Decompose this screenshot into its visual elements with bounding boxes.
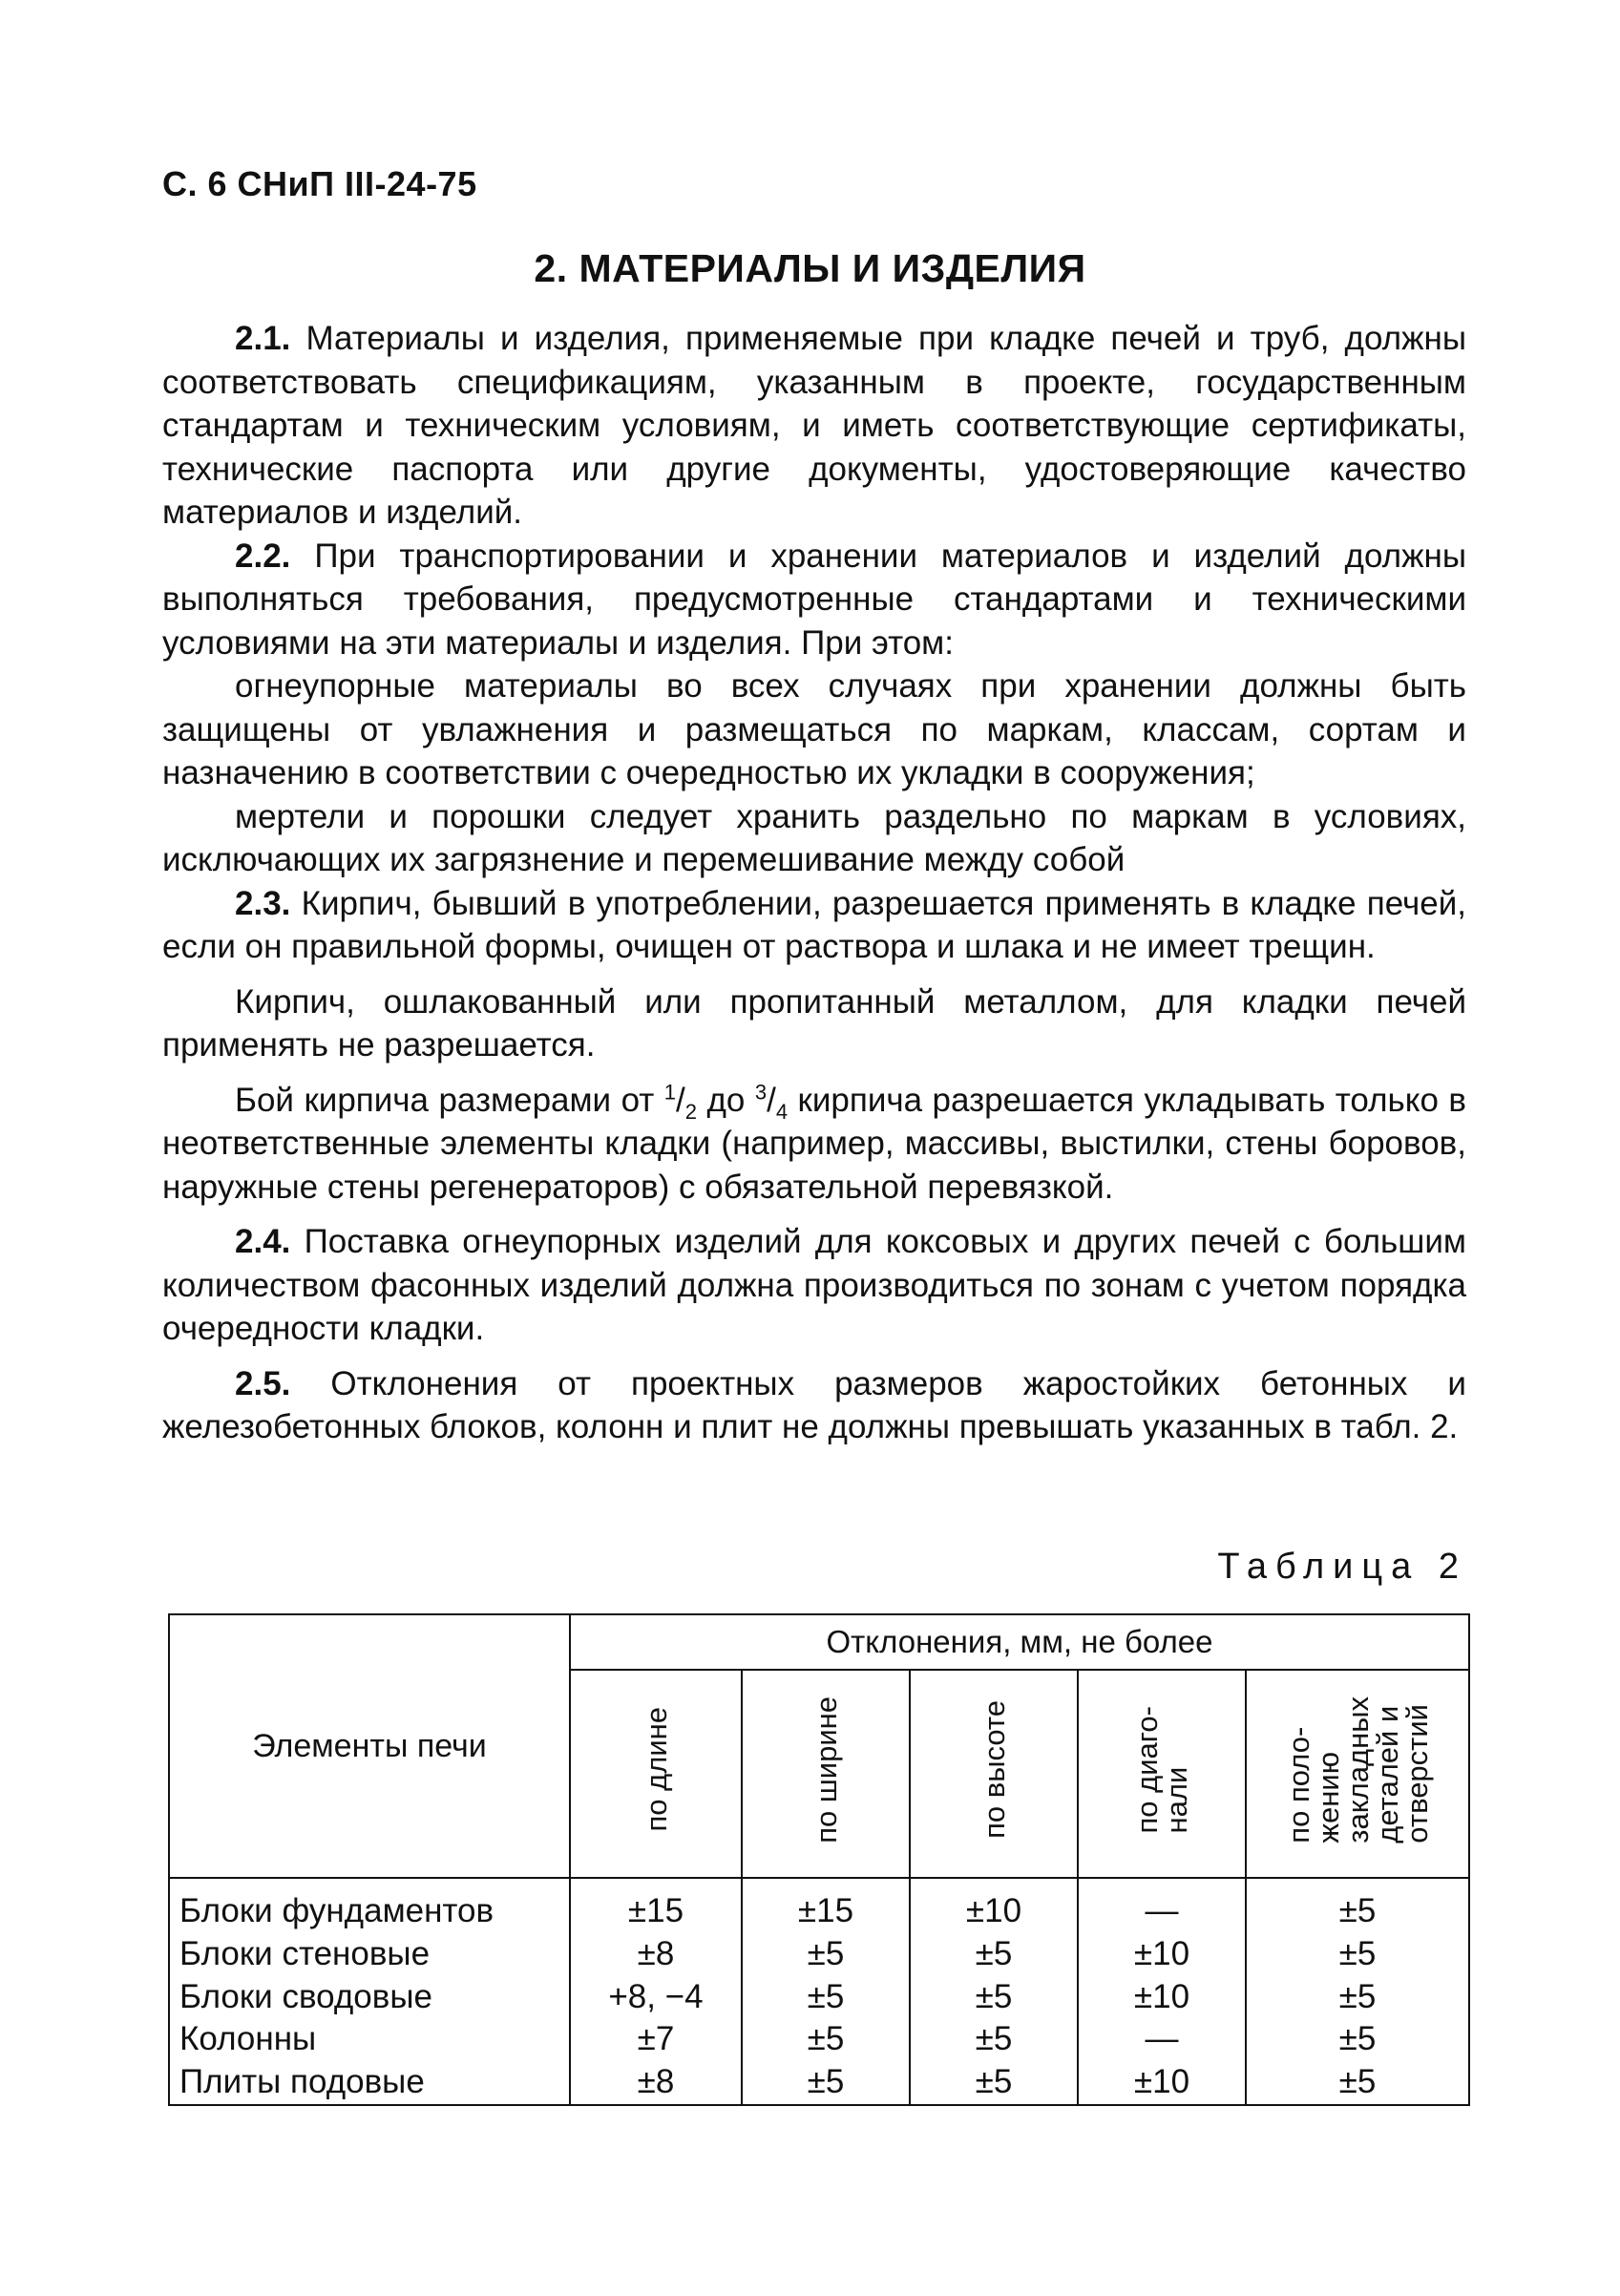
paragraph-number: 2.2. [235,537,291,575]
table-row-name: Блоки стеновые [179,1934,431,1972]
paragraph-text: Кирпич, бывший в употреблении, разрешается применять в кладке печей, если он правильной формы, очищен от раствора и шлака и не имеет трещин. [162,884,1466,965]
fraction-denominator: 2 [684,1099,698,1124]
width-values-cell [742,1878,910,2105]
paragraph-2-4 [162,1220,1466,1351]
table-cell: ±5 [975,2063,1013,2101]
paragraph-2-3-a: Кирпич, ошлакованный или пропитанный металлом, для кладки печей применять не разрешается. [162,982,1466,1064]
paragraph-2-3 [162,882,1466,969]
height-values-cell [910,1878,1078,2105]
subheader-label: по ширине [809,1696,843,1843]
fraction-denominator: 4 [775,1099,789,1124]
table-cell: ±5 [1338,2020,1377,2058]
table-cell: — [1145,2020,1179,2058]
paragraph-2-2 [162,535,1466,665]
table-cell: ±10 [1133,1934,1190,1972]
subheader-diagonal [1078,1670,1246,1878]
table-cell: ±5 [807,1934,845,1972]
paragraph-text: Бой кирпича размерами от [235,1081,664,1119]
table-cell: ±15 [627,1892,684,1929]
paragraph-2-5 [162,1362,1466,1449]
table-cell: ±5 [975,1934,1013,1972]
table-cell: ±5 [1338,1977,1377,2015]
table-cell: ±5 [807,1977,845,2015]
table-row-name: Блоки сводовые [179,1977,432,2015]
subheader-label: по поло- жению закладных деталей и отверстий [1281,1696,1434,1843]
table-cell: +8, −4 [608,1977,704,2015]
table-body [169,1878,1469,2105]
table-row-name: Блоки фундаментов [179,1892,494,1929]
paragraph-2-1 [162,317,1466,535]
table-cell: — [1145,1892,1179,1929]
table-row-name: Плиты подовые [179,2063,425,2101]
subheader-label: по длине [639,1707,673,1832]
page-header: С. 6 СНиП III-24-75 [162,164,477,203]
paragraph-text: При транспортировании и хранении материалов и изделий должны выполняться требования, предусмотренные стандартами и техническими условиями на эти материалы и изделия. При этом: [162,537,1466,662]
paragraph-number: 2.3. [235,884,291,922]
subheader-position [1246,1670,1469,1878]
paragraph-2-3-b: Бой кирпича размерами от $^1/_2$ до $^3/_4$ кирпича разрешается укладывать только в неответственные элементы кладки (например, массивы, выстилки, стены боровов, наружные стены регенераторов) с обязательной перевязкой. [162,1079,1466,1206]
length-values-cell [570,1878,742,2105]
table-cell: ±8 [637,2063,675,2101]
paragraph-number: 2.1. [235,320,291,357]
table-cell: ±5 [807,2020,845,2058]
subheader-length [570,1670,742,1878]
body-text [162,317,1466,1449]
table-row-name: Колонны [179,2020,317,2058]
table-cell: ±5 [975,2020,1013,2058]
subheader-label: по высоте [977,1700,1011,1839]
table-cell: ±10 [1133,2063,1190,2101]
table-cell: ±15 [797,1892,854,1929]
table-cell: ±5 [1338,2063,1377,2101]
table-cell: ±5 [807,2063,845,2101]
table-cell: ±10 [965,1892,1022,1929]
table [168,1613,1470,2106]
fraction-numerator: 3 [754,1079,768,1104]
fraction-numerator: 1 [663,1079,677,1104]
paragraph-text: кирпича разрешается укладывать только в неответственные элементы кладки (например, массивы, выстилки, стены боровов, наружные стены регенераторов) с обязательной перевязкой. [162,1081,1466,1206]
table-label: Таблица 2 [1217,1547,1467,1587]
element-names-cell [169,1878,570,2105]
deviations-table [168,1613,1468,2105]
paragraph-2-2-a: огнеупорные материалы во всех случаях при хранении должны быть защищены от увлажнения и размещаться по маркам, классам, сортам и назначению в соответствии с очередностью их укладки в сооружения; [162,667,1466,791]
subheader-label: по диаго- нали [1130,1705,1193,1834]
subheader-height [910,1670,1078,1878]
table-cell: ±8 [637,1934,675,1972]
paragraph-number: 2.5. [235,1364,291,1402]
paragraph-text: Материалы и изделия, применяемые при кладке печей и труб, должны соответствовать спецификациям, указанным в проекте, государственным стандартам и техническим условиям, и иметь соответствующие сертификаты, технические паспорта или другие документы, удостоверяющие качество материалов и изделий. [162,320,1466,531]
table-cell: ±7 [637,2020,675,2058]
table-cell: ±5 [1338,1892,1377,1929]
paragraph-text: Поставка огнеупорных изделий для коксовых и других печей с большим количеством фасонных изделий должна производиться по зонам с учетом порядка очередности кладки. [162,1223,1466,1347]
diagonal-values-cell [1078,1878,1246,2105]
subheader-width [742,1670,910,1878]
paragraph-2-2-b: мертели и порошки следует хранить раздельно по маркам в условиях, исключающих их загрязнение и перемешивание между собой [162,797,1466,878]
position-values-cell [1246,1878,1469,2105]
table-cell: ±10 [1133,1977,1190,2015]
header-elements: Элементы печи [169,1614,570,1878]
header-deviations: Отклонения, мм, не более [570,1614,1469,1670]
section-title: 2. МАТЕРИАЛЫ И ИЗДЕЛИЯ [534,246,1086,290]
paragraph-text: до [697,1081,755,1119]
paragraph-number: 2.4. [235,1223,291,1260]
table-cell: ±5 [1338,1934,1377,1972]
table-cell: ±5 [975,1977,1013,2015]
paragraph-text: Отклонения от проектных размеров жаростойких бетонных и железобетонных блоков, колонн и плит не должны превышать указанных в табл. 2. [162,1364,1466,1445]
